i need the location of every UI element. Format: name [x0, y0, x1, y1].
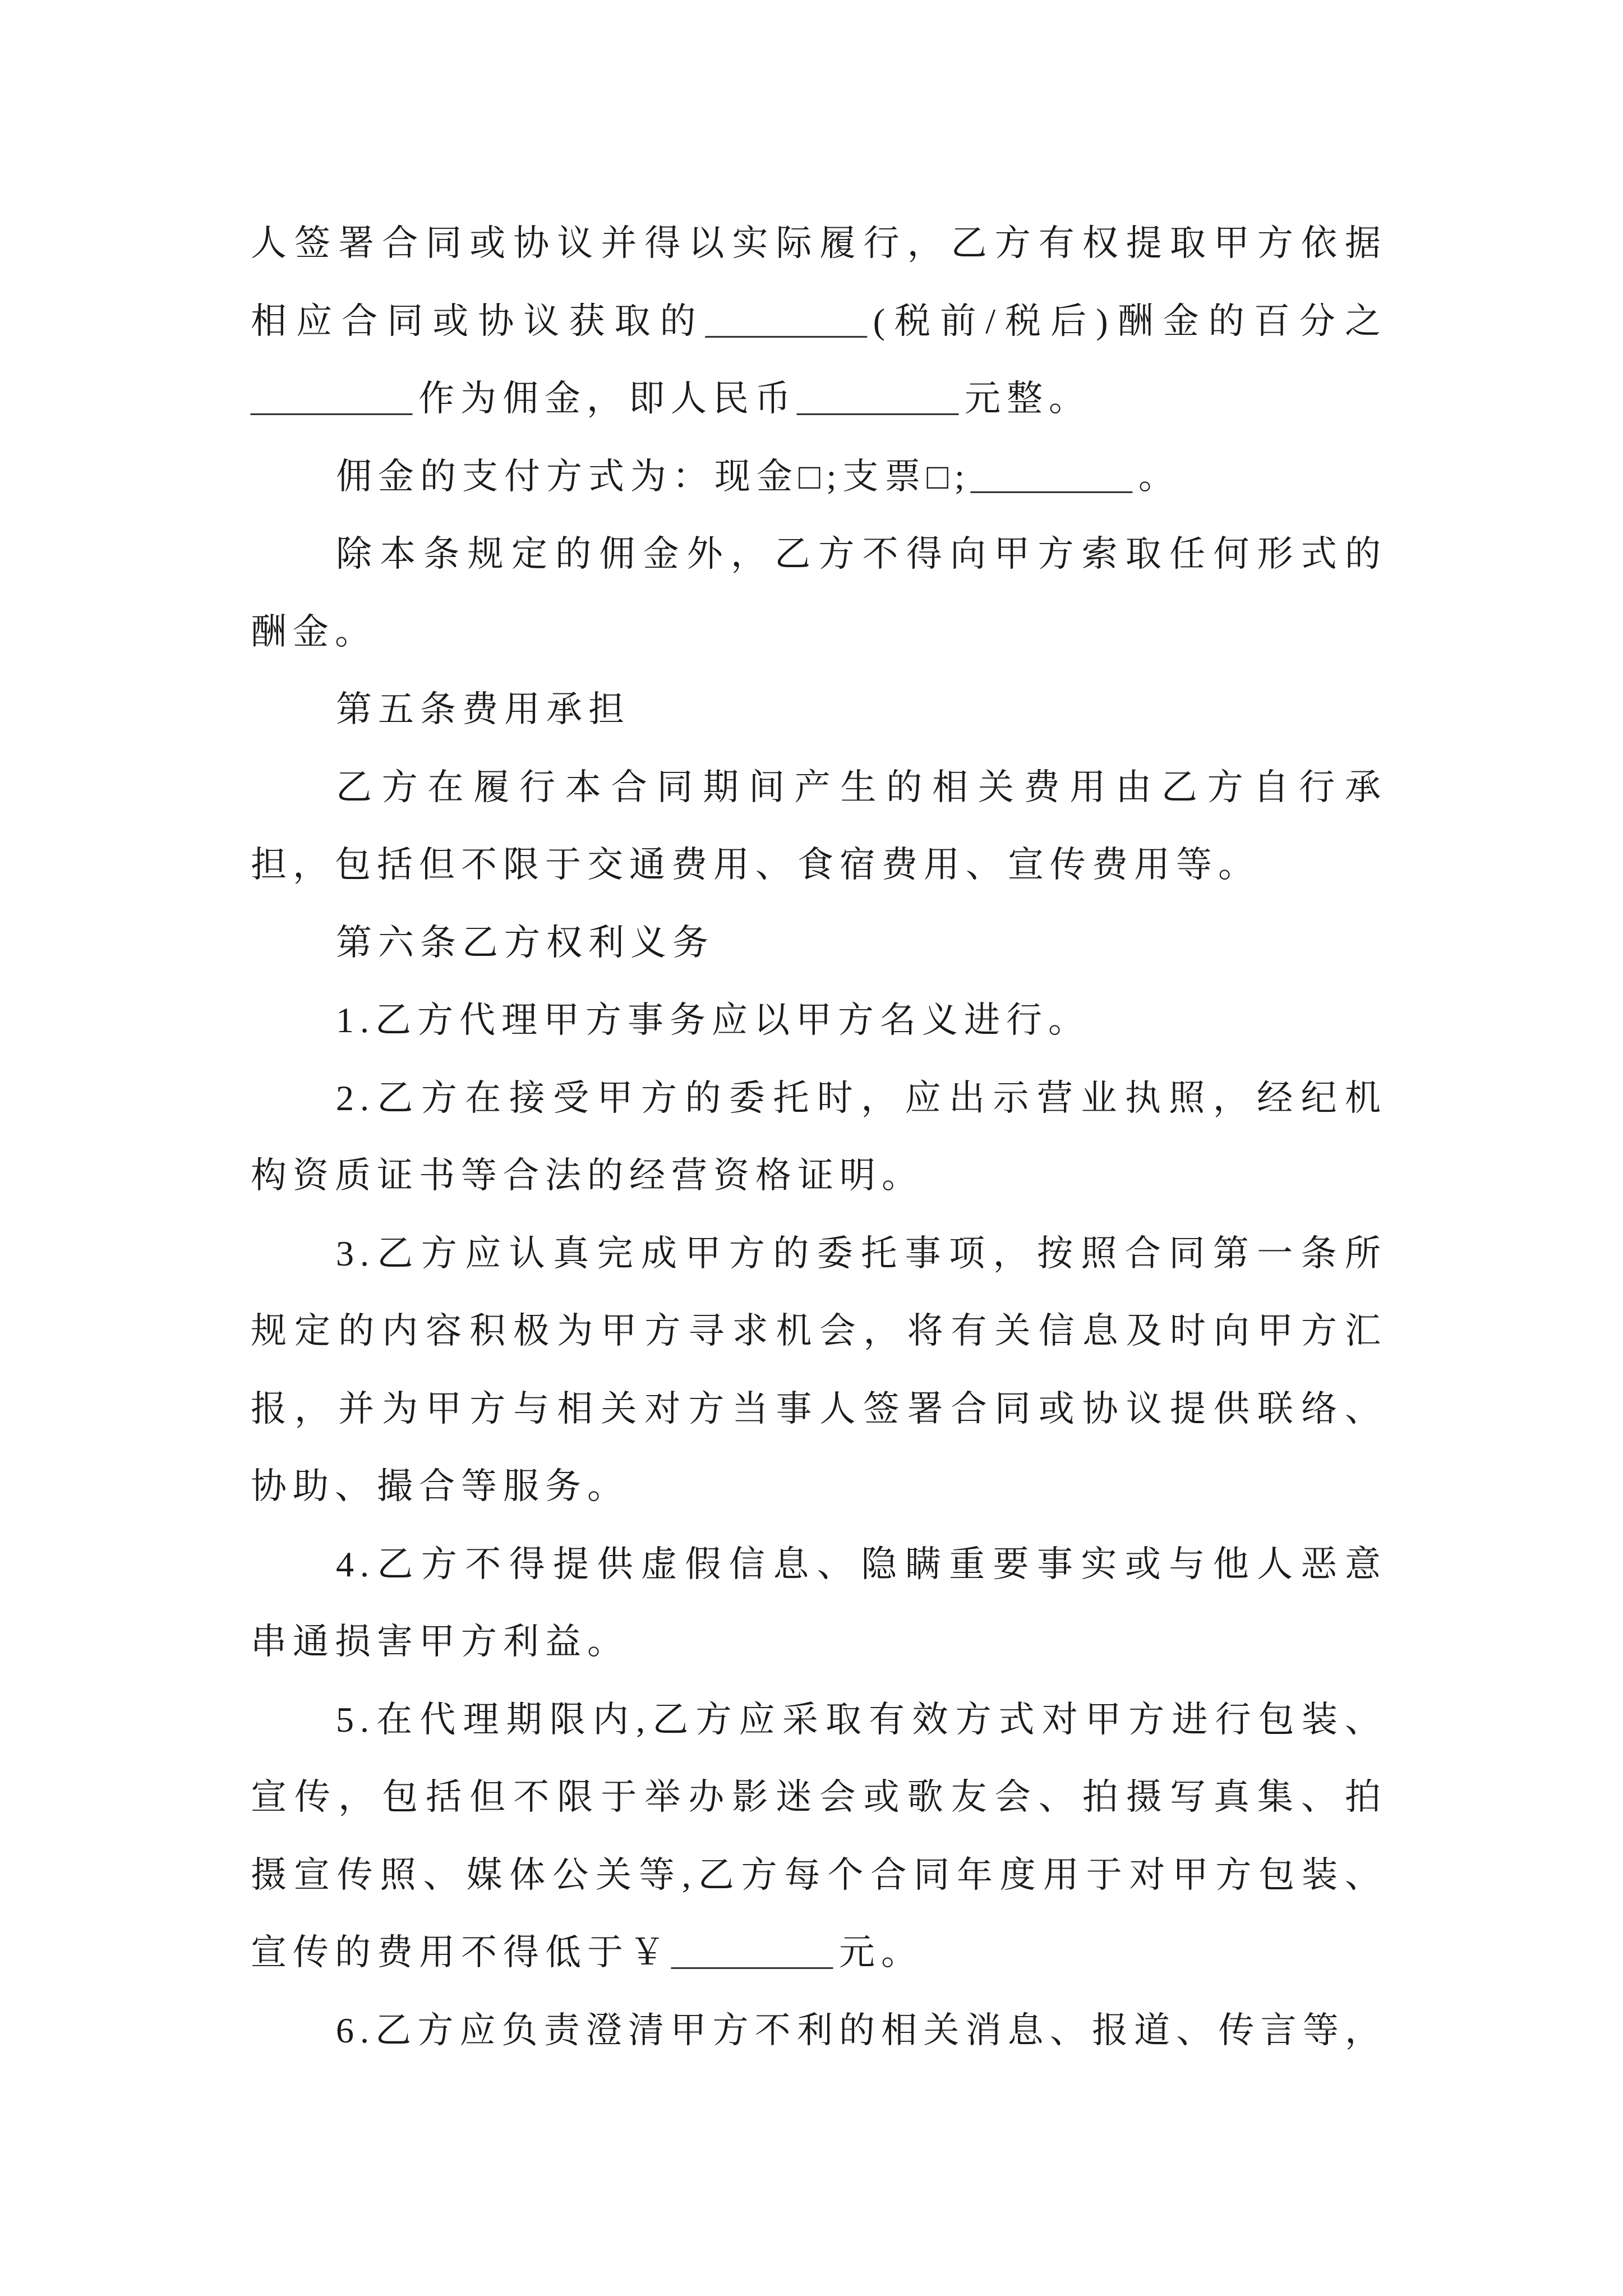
text-line: 串通损害甲方利益。 [251, 1622, 629, 1662]
text-line: 宣传，包括但不限于举办影迷会或歌友会、拍摄写真集、拍 [251, 1777, 1387, 1817]
text-line: 相应合同或协议获取的_________ (税前/税后)酬金的百分之 [251, 301, 1387, 341]
paragraph-commission-terms [251, 205, 1387, 438]
text-line: 1.乙方代理甲方事务应以甲方名义进行。 [336, 1000, 1090, 1040]
text-line: 第五条费用承担 [336, 689, 630, 729]
paragraph-no-other-remuneration [251, 516, 1387, 671]
text-line: 担，包括但不限于交通费用、食宿费用、宣传费用等。 [251, 845, 1260, 885]
text-line: 构资质证书等合法的经营资格证明。 [251, 1156, 924, 1195]
text-line: 4.乙方不得提供虚假信息、隐瞒重要事实或与他人恶意 [336, 1544, 1387, 1584]
clause-item-6 [251, 1992, 1387, 2070]
text-line: 宣传的费用不得低于￥_________ 元。 [251, 1932, 923, 1972]
text-line: 协助、撮合等服务。 [251, 1466, 629, 1506]
clause-item-1 [251, 982, 1387, 1060]
text-line: 6.乙方应负责澄清甲方不利的相关消息、报道、传言等， [336, 2010, 1387, 2050]
blank-field: _________ [970, 456, 1132, 496]
heading-article-6 [251, 904, 1387, 982]
text-line: 第六条乙方权利义务 [336, 922, 714, 963]
clause-item-2 [251, 1060, 1387, 1215]
text-line: 2.乙方在接受甲方的委托时，应出示营业执照，经纪机 [336, 1078, 1387, 1118]
clause-item-5 [251, 1681, 1387, 1992]
text-line: 酬金。 [251, 611, 377, 652]
text-line: 3.乙方应认真完成甲方的委托事项，按照合同第一条所 [336, 1233, 1387, 1273]
text-line: 佣金的支付方式为：现金□;支票□;_________ 。 [336, 456, 1181, 496]
text-line: 5.在代理期限内,乙方应采取有效方式对甲方进行包装、 [336, 1699, 1387, 1740]
text-line: 规定的内容积极为甲方寻求机会，将有关信息及时向甲方汇 [251, 1311, 1387, 1351]
paragraph-expense-bearing [251, 749, 1387, 904]
text-line: 除本条规定的佣金外，乙方不得向甲方索取任何形式的 [336, 534, 1387, 574]
document-body [251, 205, 1387, 2069]
blank-field: _________ [705, 301, 867, 341]
text-line: 报，并为甲方与相关对方当事人签署合同或协议提供联络、 [251, 1388, 1387, 1429]
text-line: _________ 作为佣金，即人民币_________ 元整。 [251, 379, 1091, 418]
paragraph-payment-method [251, 438, 1387, 516]
text-line: 人签署合同或协议并得以实际履行，乙方有权提取甲方依据 [251, 223, 1387, 263]
clause-item-4 [251, 1526, 1387, 1681]
text-line: 乙方在履行本合同期间产生的相关费用由乙方自行承 [336, 767, 1387, 807]
heading-article-5 [251, 671, 1387, 749]
blank-field: _________ [797, 379, 958, 418]
blank-field: _________ [251, 379, 412, 418]
text-line: 摄宣传照、媒体公关等,乙方每个合同年度用于对甲方包装、 [251, 1855, 1387, 1895]
blank-field: _________ [671, 1932, 833, 1972]
clause-item-3 [251, 1215, 1387, 1526]
